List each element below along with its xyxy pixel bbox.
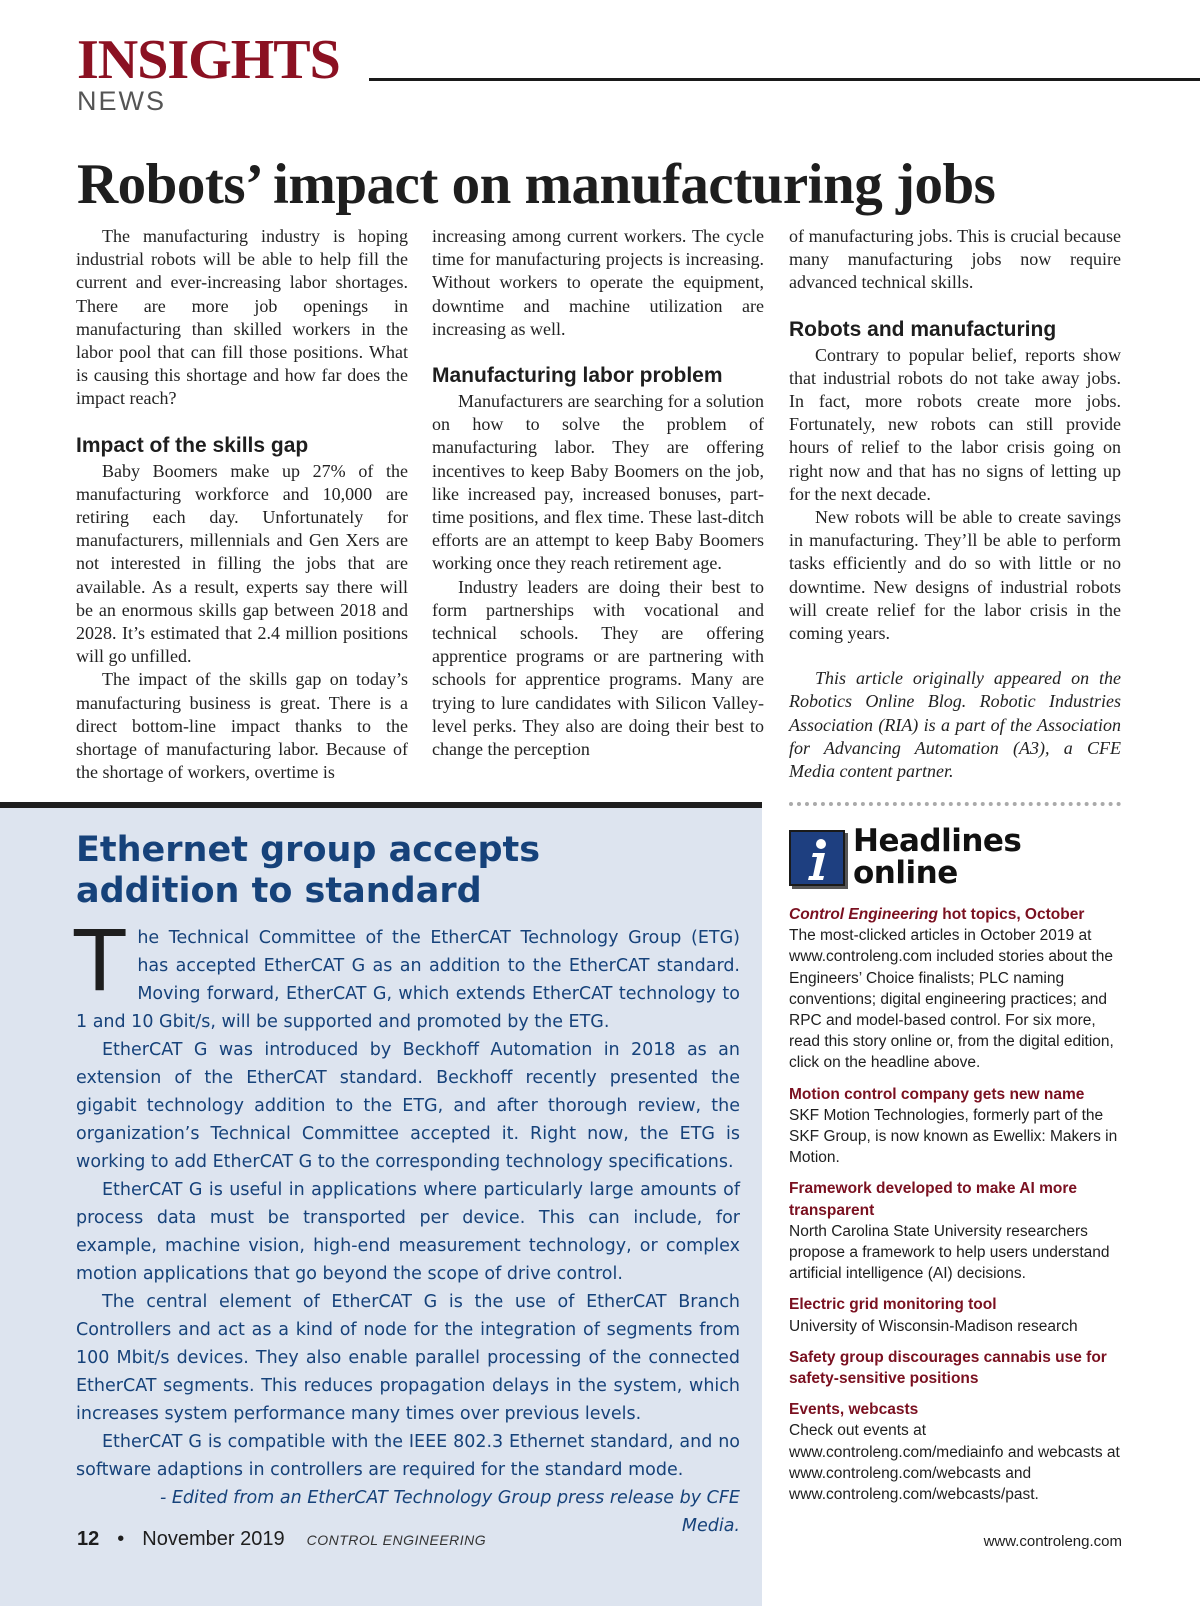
sidebar-article-body (74, 912, 740, 1540)
sidebar-paragraph: The central element of EtherCAT G is the use of EtherCAT Branch Controllers and act as a kind of node for the integration of segments from 100 Mbit/s devices. They also enable parallel processing of the connected EtherCAT segments. This reduces propagation delays in the system, which increases system performance many times over previous levels. (76, 1292, 740, 1424)
article-column-2 (432, 225, 764, 761)
sidebar-paragraph: EtherCAT G is useful in applications where particularly large amounts of process data must be transported per device. This can include, for example, machine vision, high-end measurement technology, or complex motion applications that go beyond the scope of drive control. (76, 1180, 740, 1284)
headline-title[interactable]: Events, webcasts (789, 1401, 919, 1419)
headline-title[interactable]: Electric grid monitoring tool (789, 1296, 997, 1314)
info-icon (789, 830, 845, 886)
subhead-skills-gap: Impact of the skills gap (76, 433, 309, 457)
headline-body: The most-clicked articles in October 2019 at www.controleng.com included stories about the Engineers’ Choice finalists; PLC naming conventions; digital engineering practices; and RPC and model-based control. For six more, read this story online or, from the digital edition, click on the headline above. (789, 927, 1114, 1072)
sidebar-paragraph (74, 912, 740, 1036)
footer-bullet: • (117, 1528, 125, 1550)
article-paragraph: Baby Boomers make up 27% of the manufacturing workforce and 10,000 are retiring each day. Unfortunately for manufacturers, millennials and Gen Xers are not interested in filling the jobs that are available. As a result, experts say there will be an enormous skills gap between 2018 and 2028. It’s estimated that 2.4 million positions will go unfilled. (76, 460, 408, 667)
headline-item[interactable] (789, 1084, 1121, 1169)
article-paragraph: Manufacturers are searching for a solution on how to solve the problem of manufacturing labor. They are offering incentives to keep Baby Boomers on the job, like increased pay, increased bonuses, part-time positions, and flex time. These last-ditch efforts are an attempt to keep Baby Boomers working once they reach retirement age. (432, 391, 764, 574)
headline-body: University of Wisconsin-Madison research (789, 1317, 1078, 1335)
footer-url[interactable]: www.controleng.com (983, 1533, 1122, 1550)
headline-title-italic[interactable]: Control Engineering (789, 906, 938, 923)
article-paragraph: Industry leaders are doing their best to form partnerships with vocational and technical schools. They are offering apprentice programs or are partnering with schools for apprentice programs. Many are trying to lure candidates with Silicon Valley-level perks. They also are doing their best to change the perception (432, 576, 764, 760)
sidebar-credit: - Edited from an EtherCAT Technology Group press release by CFE Media. (159, 1488, 740, 1536)
headlines-title-line2: online (853, 855, 958, 891)
headlines-online-title (853, 825, 1021, 889)
article-paragraph: Contrary to popular belief, reports show that industrial robots do not take away jobs. In fact, more robots create more jobs. Fortunately, new robots can still provide hours of relief to the labor crisis going on right now and that has no signs of letting up for the next decade. (789, 344, 1121, 504)
issue-date: November 2019 (142, 1528, 285, 1550)
drop-cap: T (74, 912, 126, 1010)
sidebar-paragraph-text: he Technical Committee of the EtherCAT Technology Group (ETG) has accepted EtherCAT G as an addition to the EtherCAT standard. Moving forward, EtherCAT G, which extends EtherCAT technology to 1 and 10 Gbit/s, will be supported and promoted by the ETG. (76, 928, 740, 1032)
subhead-robots-manufacturing: Robots and manufacturing (789, 317, 1057, 341)
article-paragraph: increasing among current workers. The cycle time for manufacturing projects is increasing. Without workers to operate the equipment, downtime and machine utilization are increasing as well. (432, 226, 764, 339)
footer-left (77, 1528, 486, 1551)
headline-item[interactable] (789, 1347, 1121, 1389)
article-column-1 (76, 225, 408, 784)
sidebar-paragraph: EtherCAT G was introduced by Beckhoff Automation in 2018 as an extension of the EtherCAT standard. Beckhoff recently presented the gigabit technology addition to the ETG, and after thorough review, the organization’s Technical Committee accepted it. Right now, the ETG is working to add EtherCAT G to the corresponding technology specifications. (76, 1040, 740, 1172)
article-column-3 (789, 225, 1121, 783)
header-rule (369, 78, 1200, 81)
headline-item[interactable] (789, 1294, 1121, 1336)
article-paragraph: of manufacturing jobs. This is crucial because many manufacturing jobs now require advanced technical skills. (789, 226, 1121, 293)
article-headline: Robots’ impact on manufacturing jobs (77, 153, 996, 216)
section-subtitle: NEWS (77, 86, 166, 116)
headline-title[interactable]: Safety group discourages cannabis use for safety-sensitive positions (789, 1348, 1107, 1388)
subhead-labor-problem: Manufacturing labor problem (432, 364, 723, 388)
headline-body: Check out events at www.controleng.com/mediainfo and webcasts at www.controleng.com/webcasts and www.controleng.com/webcasts/past. (789, 1422, 1120, 1504)
article-paragraph: The impact of the skills gap on today’s manufacturing business is great. There is a direct bottom-line impact thanks to the shortage of manufacturing labor. Because of the shortage of workers, overtime is (76, 669, 408, 783)
headline-title[interactable]: Framework developed to make AI more transparent (789, 1180, 1077, 1219)
magazine-name: CONTROL ENGINEERING (306, 1532, 487, 1548)
headline-item[interactable] (789, 904, 1121, 1074)
dotted-divider (789, 802, 1121, 806)
section-header (77, 30, 1200, 120)
headline-body: SKF Motion Technologies, formerly part of the SKF Group, is now known as Ewellix: Makers in Motion. (789, 1106, 1118, 1167)
article-credit: This article originally appeared on the Robotics Online Blog. Robotic Industries Association (RIA) is a part of the Association for Advancing Automation (A3), a CFE Media content partner. (789, 668, 1121, 782)
headlines-title-line1: Headlines (853, 823, 1022, 859)
headline-title[interactable]: Motion control company gets new name (789, 1085, 1085, 1103)
section-title: INSIGHTS (77, 29, 340, 91)
article-intro: The manufacturing industry is hoping industrial robots will be able to help fill the current and ever-increasing labor shortages. There are more job openings in manufacturing than skilled workers in the labor pool that can fill those positions. What is causing this shortage and how far does the impact reach? (76, 226, 408, 409)
headline-title-text[interactable]: hot topics, October (937, 906, 1085, 923)
headlines-list (789, 904, 1121, 1515)
page-number: 12 (77, 1528, 100, 1550)
sidebar-article-box (0, 802, 762, 1606)
headline-item[interactable] (789, 1399, 1121, 1505)
headline-item[interactable] (789, 1178, 1121, 1284)
article-paragraph: New robots will be able to create savings in manufacturing. They’ll be able to perform tasks efficiently and do so with little or no downtime. New designs of industrial robots will create relief for the labor crisis in the coming years. (789, 507, 1121, 644)
sidebar-article-title: Ethernet group accepts addition to standard (76, 830, 541, 911)
headline-body: North Carolina State University researchers propose a framework to help users understand artificial intelligence (AI) decisions. (789, 1222, 1110, 1283)
sidebar-paragraph: EtherCAT G is compatible with the IEEE 802.3 Ethernet standard, and no software adaptions in controllers are required for the standard mode. (76, 1432, 740, 1480)
headline-title[interactable] (789, 904, 1121, 925)
